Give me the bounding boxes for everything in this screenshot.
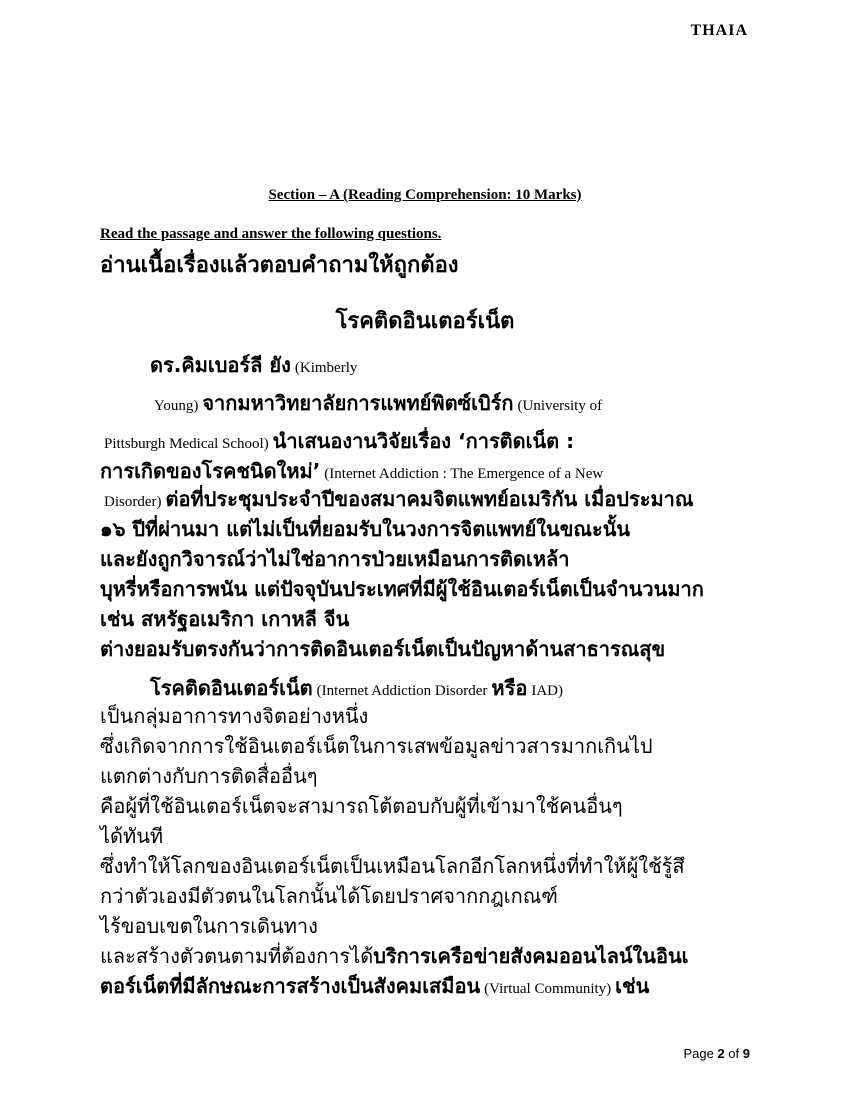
passage-line xyxy=(100,606,349,633)
passage-line xyxy=(100,943,689,970)
page-prefix: Page xyxy=(683,1046,718,1061)
passage-line xyxy=(100,703,368,730)
thai-text: เช่น xyxy=(615,974,650,998)
passage-line xyxy=(100,486,693,515)
passage-line xyxy=(100,428,574,457)
thai-text: ซึ่งเกิดจากการใช้อินเตอร์เน็ตในการเสพข้อมูลข่าวสารมากเกินไป xyxy=(100,734,653,758)
header-label: THAIA xyxy=(690,22,748,39)
page-of: of xyxy=(724,1046,743,1061)
passage-line xyxy=(100,763,317,790)
thai-text: ต่างยอมรับตรงกันว่าการติดอินเตอร์เน็ตเป็นปัญหาด้านสาธารณสุข xyxy=(100,637,666,661)
passage-title: โรคติดอินเตอร์เน็ต xyxy=(335,309,515,334)
passage-line xyxy=(100,733,653,760)
thai-text: เช่น สหรัฐอเมริกา เกาหลี จีน xyxy=(100,607,350,631)
instruction-english: Read the passage and answer the following questions. xyxy=(100,226,442,242)
passage-line xyxy=(150,390,606,419)
passage-line xyxy=(100,516,630,543)
passage-line xyxy=(100,853,685,880)
thai-text: หรือ xyxy=(491,676,528,700)
thai-text: ตอร์เน็ตที่มีลักษณะการสร้างเป็นสังคมเสมือน xyxy=(100,974,481,998)
english-text: Disorder) xyxy=(104,494,162,510)
thai-text: บริการเครือข่ายสังคมออนไลน์ในอินเ xyxy=(373,944,689,968)
passage-line xyxy=(100,636,665,663)
english-text: (Kimberly xyxy=(294,360,358,376)
thai-text: การเกิดของโรคชนิดใหม่’ xyxy=(100,459,321,483)
thai-text: ไร้ขอบเขตในการเดินทาง xyxy=(100,914,318,938)
thai-text: นำเสนองานวิจัยเรื่อง ‘การติดเน็ต : xyxy=(272,429,575,453)
passage-line xyxy=(100,546,570,573)
thai-text: และสร้างตัวตนตามที่ต้องการได้ xyxy=(100,944,374,968)
passage-line xyxy=(100,793,623,820)
english-text: Young) xyxy=(154,398,199,414)
english-text: Pittsburgh Medical School) xyxy=(104,436,269,452)
passage-line xyxy=(100,913,318,940)
thai-text: เป็นกลุ่มอาการทางจิตอย่างหนึ่ง xyxy=(100,704,369,728)
thai-text: จากมหาวิทยาลัยการแพทย์พิตซ์เบิร์ก xyxy=(202,391,514,415)
thai-text: ๑๖ ปีที่ผ่านมา แต่ไม่เป็นที่ยอมรับในวงการจิตแพทย์ในขณะนั้น xyxy=(100,517,631,541)
english-text: (Internet Addiction : The Emergence of a New xyxy=(324,466,604,482)
thai-text: กว่าตัวเองมีตัวตนในโลกนั้นได้โดยปราศจากกฎเกณฑ์ xyxy=(100,884,558,908)
thai-text: ได้ทันที xyxy=(100,824,164,848)
thai-text: ต่อที่ประชุมประจำปีของสมาคมจิตแพทย์อเมริกัน เมื่อประมาณ xyxy=(165,487,694,511)
passage-line xyxy=(100,883,558,910)
passage-line xyxy=(150,675,567,704)
page-number xyxy=(683,1046,750,1061)
english-text: (University of xyxy=(517,398,603,414)
thai-text: ซึ่งทำให้โลกของอินเตอร์เน็ตเป็นเหมือนโลกอีกโลกหนึ่งที่ทำให้ผู้ใช้รู้สึ xyxy=(100,854,685,878)
passage-line xyxy=(100,823,163,850)
page-current: 2 xyxy=(717,1046,725,1061)
thai-text: โรคติดอินเตอร์เน็ต xyxy=(150,676,313,700)
passage-line xyxy=(150,352,361,381)
instruction-thai: อ่านเนื้อเรื่องแล้วตอบคำถามให้ถูกต้อง xyxy=(100,253,459,278)
section-title: Section – A (Reading Comprehension: 10 Marks) xyxy=(268,187,582,203)
thai-text: คือผู้ที่ใช้อินเตอร์เน็ตจะสามารถโต้ตอบกับผู้ที่เข้ามาใช้คนอื่นๆ xyxy=(100,794,623,818)
english-text: (Internet Addiction Disorder xyxy=(316,683,488,699)
english-text: (Virtual Community) xyxy=(484,981,612,997)
passage-line xyxy=(100,458,607,487)
thai-text: บุหรี่หรือการพนัน แต่ปัจจุบันประเทศที่มีผู้ใช้อินเตอร์เน็ตเป็นจำนวนมาก xyxy=(100,577,704,601)
thai-text: ดร.คิมเบอร์ลี ยัง xyxy=(150,353,291,377)
english-text: IAD) xyxy=(531,683,563,699)
thai-text: แตกต่างกับการติดสื่ออื่นๆ xyxy=(100,764,318,788)
passage-line xyxy=(100,576,704,603)
page-total: 9 xyxy=(742,1046,750,1061)
thai-text: และยังถูกวิจารณ์ว่าไม่ใช่อาการป่วยเหมือนการติดเหล้า xyxy=(100,547,570,571)
passage-line xyxy=(100,973,649,1002)
